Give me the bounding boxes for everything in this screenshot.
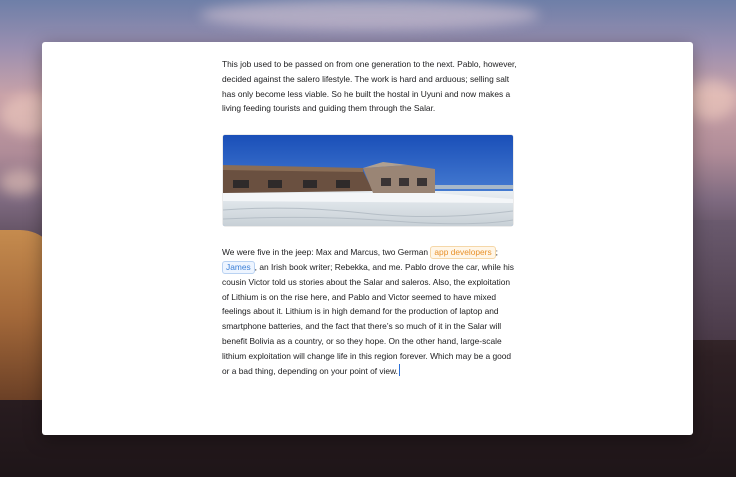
paragraph[interactable]: This job used to be passed on from one generation to the next. Pablo, however, decided against the salero lifestyle. The work is hard and arduous; selling salt has only become less viable. So he built the hostal in Uyuni and now makes a living feeding tourists and guiding them through the Salar.: [222, 59, 517, 114]
text-span: ;: [495, 247, 498, 258]
wallpaper-mountain: [686, 220, 736, 340]
salt-hostel-image[interactable]: [223, 135, 513, 226]
document-body[interactable]: [222, 57, 518, 378]
text-span: , an Irish book writer; Rebekka, and me. Pablo drove the car, while his cousin Victor told us stories about the Salar and saleros. Also, the exploitation of Lithium is on the rise here, and Pablo and Victor seemed to have mixed feelings about it. Lithium is in high demand for the production of laptop and smartphone batteries, and the fact that there’s so much of it in the Salar will benefit Bolivia as a country, or so they hope. On the other hand, large-scale lithium exploitation will change life in this region forever. Which may be a good or a bad thing, depending on your point of view.: [222, 261, 514, 376]
james-tag[interactable]: James: [222, 261, 255, 274]
photo-graphic: [223, 135, 513, 226]
text-span: We were five in the jeep: Max and Marcus, two German: [222, 247, 431, 258]
text-cursor: [399, 364, 400, 376]
app-developers-tag[interactable]: app developers: [430, 246, 495, 259]
wallpaper-cloud: [200, 0, 540, 30]
editor-window: [42, 42, 693, 435]
wallpaper-cloud: [686, 80, 736, 120]
paragraph[interactable]: [222, 245, 518, 378]
wallpaper-cloud: [0, 170, 40, 195]
